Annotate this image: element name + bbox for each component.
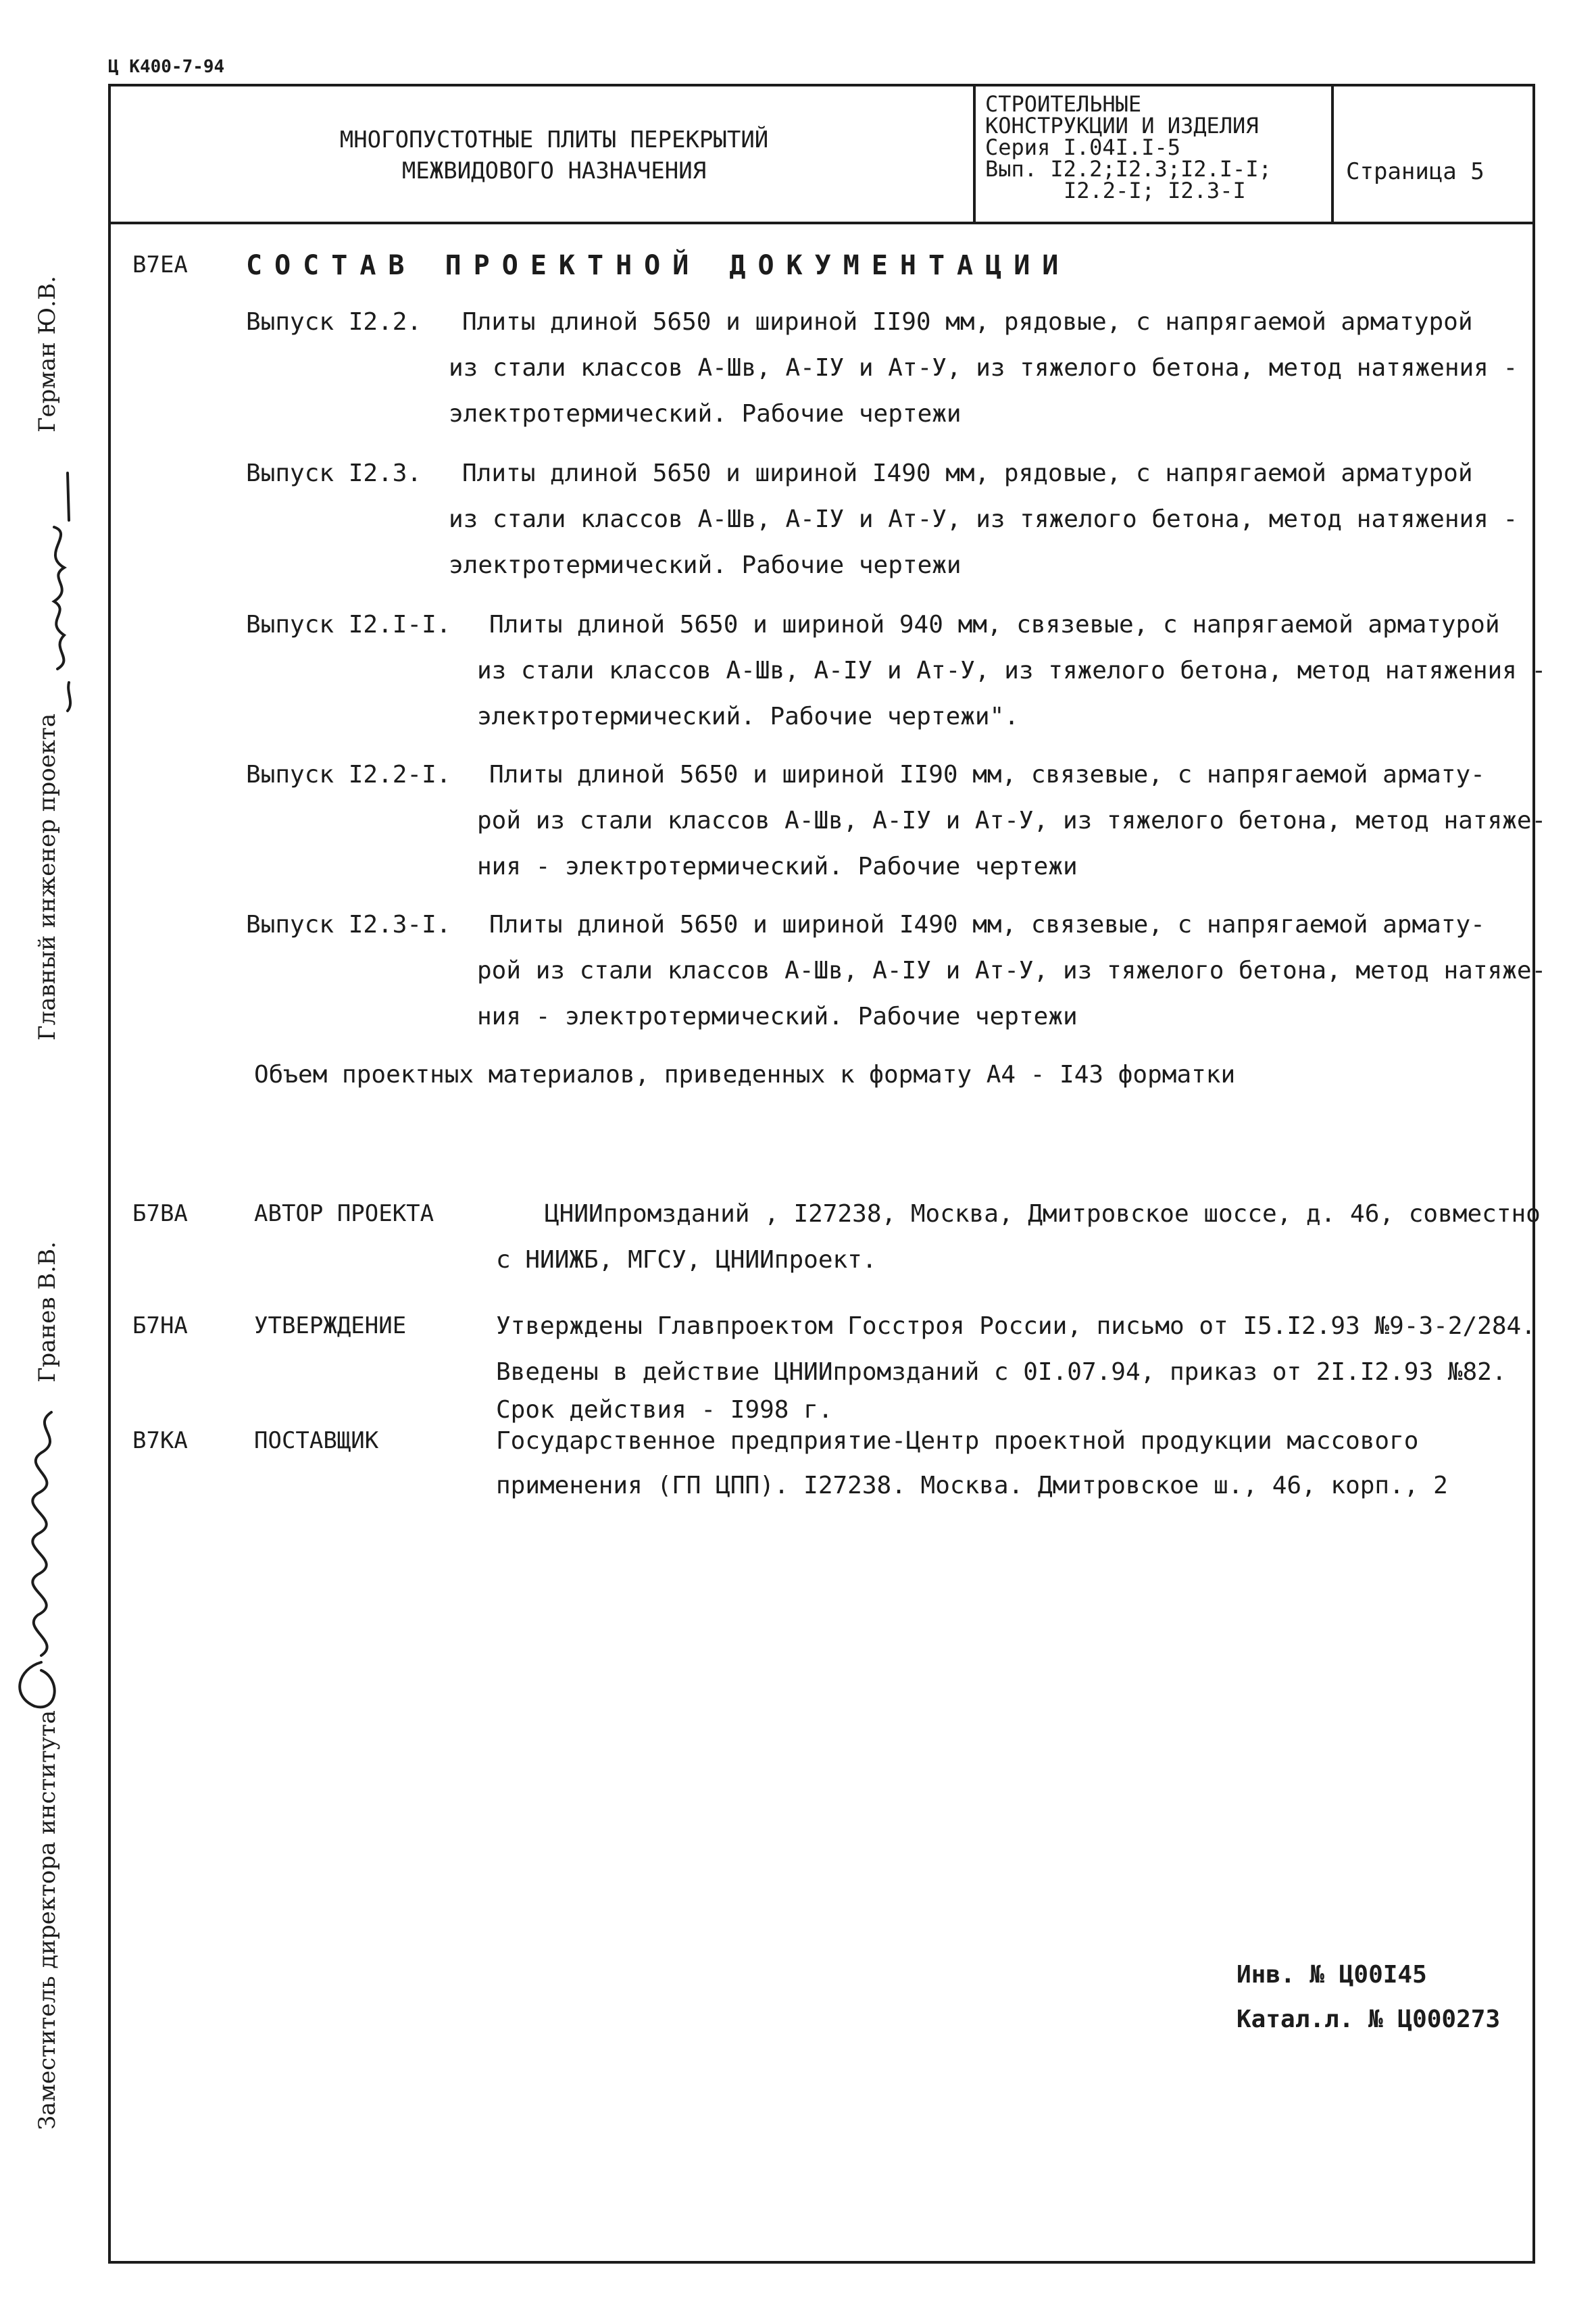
section-heading: СОСТАВ ПРОЕКТНОЙ ДОКУМЕНТАЦИИ [246, 250, 1071, 281]
supplier-text-line: Государственное предприятие-Центр проектной продукции массового [496, 1427, 1419, 1455]
section-code: Б7НА [132, 1312, 188, 1339]
inventory-number: Инв. № Ц00I45 [1237, 1961, 1427, 1989]
section-label: АВТОР ПРОЕКТА [254, 1200, 434, 1227]
document-title-line-1: МНОГОПУСТОТНЫЕ ПЛИТЫ ПЕРЕКРЫТИЙ [339, 126, 769, 153]
document-code: Ц К400-7-94 [108, 57, 225, 77]
series-block [985, 93, 1272, 201]
release-text-line: ния - электротермический. Рабочие чертежи [477, 1003, 1078, 1030]
document-title [135, 124, 973, 186]
supplier-text-line: применения (ГП ЦПП). I27238. Москва. Дмитровское ш., 46, корп., 2 [496, 1472, 1448, 1499]
release-text-line: электротермический. Рабочие чертежи [449, 400, 962, 428]
series-line-3: Серия I.04I.I-5 [985, 134, 1180, 160]
series-line-1: СТРОИТЕЛЬНЫЕ [985, 91, 1142, 117]
section-code: В7КА [132, 1427, 188, 1454]
release-label: Выпуск I2.2-I. [246, 761, 451, 789]
signature-deputy-director [4, 1405, 78, 1716]
catalog-number: Катал.л. № Ц000273 [1237, 2006, 1501, 2033]
release-text-line: из стали классов А-Шв, А-IУ и Ат-У, из тяжелого бетона, метод натяжения - [449, 505, 1518, 533]
volume-note: Объем проектных материалов, приведенных к формату А4 - I43 форматки [254, 1061, 1236, 1089]
release-label: Выпуск I2.3-I. [246, 911, 451, 939]
series-line-5: I2.2-I; I2.3-I [1064, 178, 1246, 203]
release-text-line: из стали классов А-Шв, А-IУ и Ат-У, из тяжелого бетона, метод натяжения - [477, 657, 1547, 684]
document-title-line-2: МЕЖВИДОВОГО НАЗНАЧЕНИЯ [401, 157, 707, 184]
release-text-line: ния - электротермический. Рабочие чертежи [477, 853, 1078, 880]
page-number: Страница 5 [1346, 158, 1485, 185]
side-name-deputy-director: Гранев В.В. [34, 1241, 61, 1383]
release-label: Выпуск I2.2. [246, 308, 422, 336]
side-title-chief-engineer: Главный инженер проекта [34, 713, 61, 1041]
release-text-line: Плиты длиной 5650 и шириной I490 мм, рядовые, с напрягаемой арматурой [462, 459, 1473, 487]
release-text-line: Плиты длиной 5650 и шириной II90 мм, рядовые, с напрягаемой арматурой [462, 308, 1473, 336]
approval-text-line: Утверждены Главпроектом Госстроя России, письмо от I5.I2.93 №9-3-2/284. [496, 1312, 1536, 1340]
section-code: В7ЕА [132, 251, 188, 278]
header-bottom-divider [108, 222, 1535, 224]
release-text-line: Плиты длиной 5650 и шириной II90 мм, связевые, с напрягаемой армату- [489, 761, 1485, 789]
release-text-line: электротермический. Рабочие чертежи [449, 551, 962, 579]
release-text-line: электротермический. Рабочие чертежи". [477, 703, 1019, 730]
header-divider-1 [973, 84, 976, 223]
release-text-line: Плиты длиной 5650 и шириной 940 мм, связевые, с напрягаемой арматурой [489, 611, 1500, 639]
release-text-line: Плиты длиной 5650 и шириной I490 мм, связевые, с напрягаемой армату- [489, 911, 1485, 939]
author-text-line: с НИИЖБ, МГСУ, ЦНИИпроект. [496, 1246, 877, 1274]
section-code: Б7ВА [132, 1200, 188, 1227]
section-label: УТВЕРЖДЕНИЕ [254, 1312, 407, 1339]
side-name-chief-engineer: Герман Ю.В. [34, 276, 61, 432]
series-line-4: Вып. I2.2;I2.3;I2.I-I; [985, 156, 1272, 182]
side-title-deputy-director: Заместитель директора института [34, 1710, 61, 2130]
approval-text-line: Введены в действие ЦНИИпромзданий с 0I.07.94, приказ от 2I.I2.93 №82. [496, 1358, 1507, 1386]
section-label: ПОСТАВЩИК [254, 1427, 379, 1454]
signature-chief-engineer [27, 459, 88, 716]
release-label: Выпуск I2.3. [246, 459, 422, 487]
author-text-line: ЦНИИпромзданий , I27238, Москва, Дмитровское шоссе, д. 46, совместно [545, 1200, 1541, 1228]
series-line-2: КОНСТРУКЦИИ И ИЗДЕЛИЯ [985, 113, 1259, 139]
release-text-line: рой из стали классов А-Шв, А-IУ и Ат-У, из тяжелого бетона, метод натяже- [477, 957, 1547, 985]
header-divider-2 [1331, 84, 1334, 223]
approval-text-line: Срок действия - I998 г. [496, 1396, 833, 1424]
release-label: Выпуск I2.I-I. [246, 611, 451, 639]
release-text-line: из стали классов А-Шв, А-IУ и Ат-У, из тяжелого бетона, метод натяжения - [449, 354, 1518, 382]
release-text-line: рой из стали классов А-Шв, А-IУ и Ат-У, из тяжелого бетона, метод натяже- [477, 807, 1547, 835]
